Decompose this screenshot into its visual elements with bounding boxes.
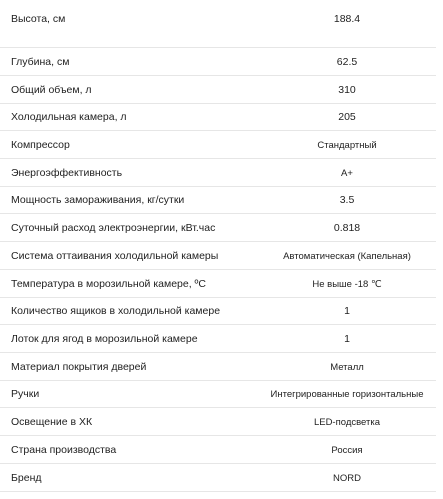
spec-label: Общий объем, л [11,84,92,96]
spec-value: Автоматическая (Капельная) [283,251,411,262]
spec-label: Количество ящиков в холодильной камере [11,305,221,317]
spec-label: Высота, см [11,13,66,25]
spec-value: 188.4 [333,13,361,25]
spec-value: 1 [344,333,350,345]
spec-label: Страна производства [11,444,117,456]
spec-label: Ручки [11,388,40,400]
spec-label: Компрессор [11,139,70,151]
spec-value: Интегрированные горизонтальные [270,389,424,400]
spec-label: Мощность замораживания, кг/сутки [11,194,185,206]
spec-value: 1 [344,305,350,317]
spec-label: Холодильная камера, л [11,111,127,123]
spec-value: LED-подсветка [313,417,381,428]
spec-value: 205 [338,111,356,123]
spec-label: Суточный расход электроэнергии, кВт.час [11,222,216,234]
spec-value: Россия [331,445,363,456]
spec-value: Не выше -18 ℃ [312,279,382,290]
spec-value: 310 [338,84,356,96]
spec-value: NORD [333,473,361,484]
spec-label: Энергоэффективность [11,167,123,179]
spec-label: Материал покрытия дверей [11,361,147,373]
spec-value: A+ [341,168,353,179]
spec-value: Металл [330,362,364,373]
spec-label: Бренд [11,472,42,484]
spec-label: Температура в морозильной камере, ºС [11,278,206,290]
spec-label: Лоток для ягод в морозильной камере [11,333,198,345]
spec-label: Система оттаивания холодильной камеры [11,250,219,262]
spec-value: 0.818 [333,222,361,234]
spec-label: Глубина, см [11,56,70,68]
spec-value: Стандартный [317,140,377,151]
spec-label: Освещение в ХК [11,416,93,428]
spec-value: 3.5 [339,194,355,206]
spec-value: 62.5 [336,56,358,68]
